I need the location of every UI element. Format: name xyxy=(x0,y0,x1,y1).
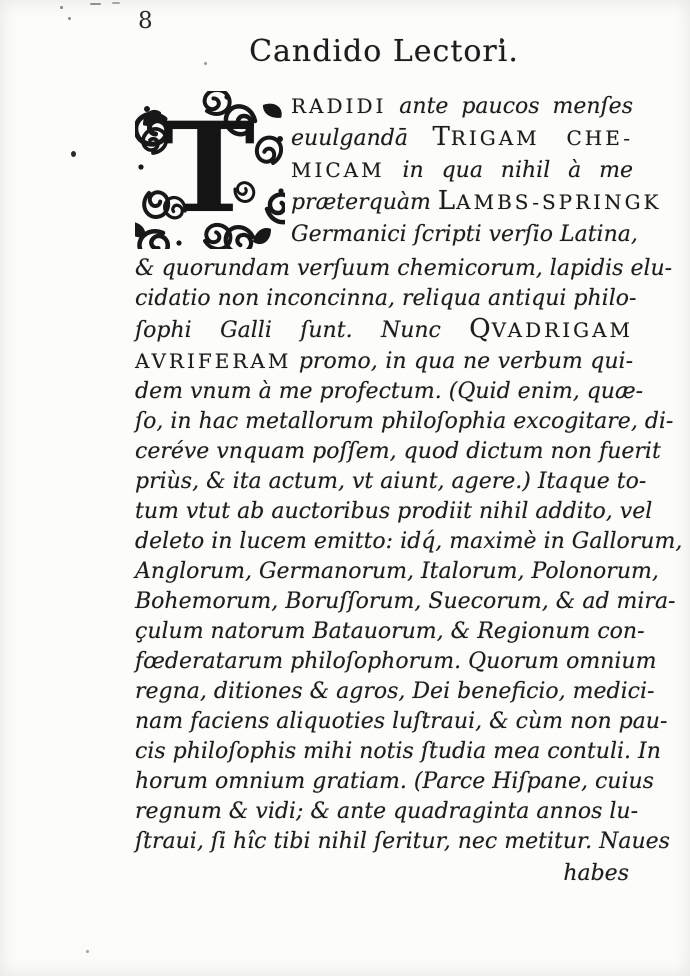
text-segment: deleto in lucem emitto: idq́, maximè in Gallorum, xyxy=(135,529,683,555)
text-line xyxy=(135,587,676,617)
text-segment: ante paucos menſes xyxy=(386,94,633,119)
text-line xyxy=(291,186,662,218)
text-segment: Bohemorum, Boruſſorum, Suecorum, & ad mira- xyxy=(135,589,676,615)
ink-speck xyxy=(86,950,89,953)
text-line xyxy=(135,767,654,797)
text-segment: cidatio non inconcinna, reliqua antiqui philo- xyxy=(135,286,637,312)
text-line xyxy=(291,155,633,186)
text-line xyxy=(135,407,674,437)
text-segment: euulgandā xyxy=(291,126,433,152)
text-line xyxy=(135,707,668,737)
page-number: 8 xyxy=(138,8,153,34)
text-segment: ſophi Galli ſunt. Nunc xyxy=(135,318,470,344)
drop-cap-ornate-initial xyxy=(135,91,285,249)
body-text xyxy=(135,91,683,889)
text-segment: tum vtut ab auctoribus prodiit nihil addito, vel xyxy=(135,499,653,525)
text-segment: & quorundam verſuum chemicorum, lapidis elu- xyxy=(135,256,673,282)
text-line xyxy=(135,254,673,284)
text-line xyxy=(135,437,661,467)
text-segment: præterquàm xyxy=(291,190,438,216)
text-segment: ceréve vnquam poſſem, quod dictum non fuerit xyxy=(135,439,661,465)
text-segment: cis philoſophis mihi notis ſtudia mea contuli. In xyxy=(135,739,661,765)
text-line xyxy=(135,557,659,587)
text-segment: VADRIGAM xyxy=(491,318,633,343)
text-line xyxy=(135,737,661,767)
text-line xyxy=(135,617,645,647)
text-line xyxy=(135,467,647,497)
text-segment: AMBS-SPRINGK xyxy=(456,190,662,215)
scan-artifact-dot xyxy=(60,6,63,9)
text-line xyxy=(135,497,653,527)
text-segment: T xyxy=(432,122,451,153)
opening-lines xyxy=(291,91,662,250)
text-segment: RIGAM xyxy=(450,126,540,151)
text-line xyxy=(291,122,633,154)
text-block xyxy=(135,0,683,889)
text-line xyxy=(291,91,633,122)
text-segment: Germanici ſcripti verſio Latina, xyxy=(291,221,638,247)
text-line xyxy=(135,677,655,707)
text-segment: Q xyxy=(469,314,492,345)
opening-paragraph xyxy=(135,91,662,250)
text-line xyxy=(135,527,683,557)
text-line xyxy=(135,647,657,677)
text-line xyxy=(135,314,633,346)
text-segment: ſo, in hac metallorum philoſophia excogitare, di- xyxy=(135,409,674,435)
page-heading: Candido Lectori. xyxy=(249,34,519,69)
catchword: habes xyxy=(563,861,629,887)
text-line xyxy=(135,827,670,857)
text-segment: çulum natorum Batauorum, & Regionum con- xyxy=(135,619,645,645)
drop-cap-letter: T xyxy=(162,96,256,241)
paragraph-lines xyxy=(135,254,683,857)
text-segment: ſtraui, ſi hîc tibi nihil ſeritur, nec metitur. Naues xyxy=(135,829,670,855)
text-line xyxy=(135,377,644,407)
text-segment: horum omnium gratiam. (Parce Hiſpane, cuius xyxy=(135,769,654,795)
text-segment: CHE- xyxy=(539,126,633,151)
text-segment: fœderatarum philoſophorum. Quorum omnium xyxy=(135,649,657,675)
text-line xyxy=(135,797,639,827)
text-segment: dem vnum à me profectum. (Quid enim, quæ- xyxy=(135,379,644,405)
text-segment: regna, ditiones & agros, Dei beneficio, medici- xyxy=(135,679,655,705)
text-line xyxy=(291,219,638,250)
text-segment: Anglorum, Germanorum, Italorum, Polonorum, xyxy=(135,559,659,585)
text-line xyxy=(135,346,633,377)
ink-speck xyxy=(68,17,71,20)
text-line xyxy=(135,284,637,314)
text-segment: regnum & vidi; & ante quadraginta annos lu- xyxy=(135,799,639,825)
text-segment: promo, in qua ne verbum qui- xyxy=(291,349,633,375)
text-segment: L xyxy=(437,186,457,217)
woodcut-initial-illustration xyxy=(135,91,285,249)
text-segment: MICAM xyxy=(291,157,385,182)
text-segment: RADIDI xyxy=(291,94,387,118)
scan-artifact-dash xyxy=(90,3,101,5)
text-segment: priùs, & ita actum, vt aiunt, agere.) Itaque to- xyxy=(135,469,647,495)
scan-artifact-dash xyxy=(112,2,120,4)
text-segment: in qua nihil à me xyxy=(384,157,633,183)
ink-speck xyxy=(71,151,76,157)
text-segment: nam faciens aliquoties luſtraui, & cùm non pau- xyxy=(135,709,668,735)
text-segment: AVRIFERAM xyxy=(135,349,292,374)
